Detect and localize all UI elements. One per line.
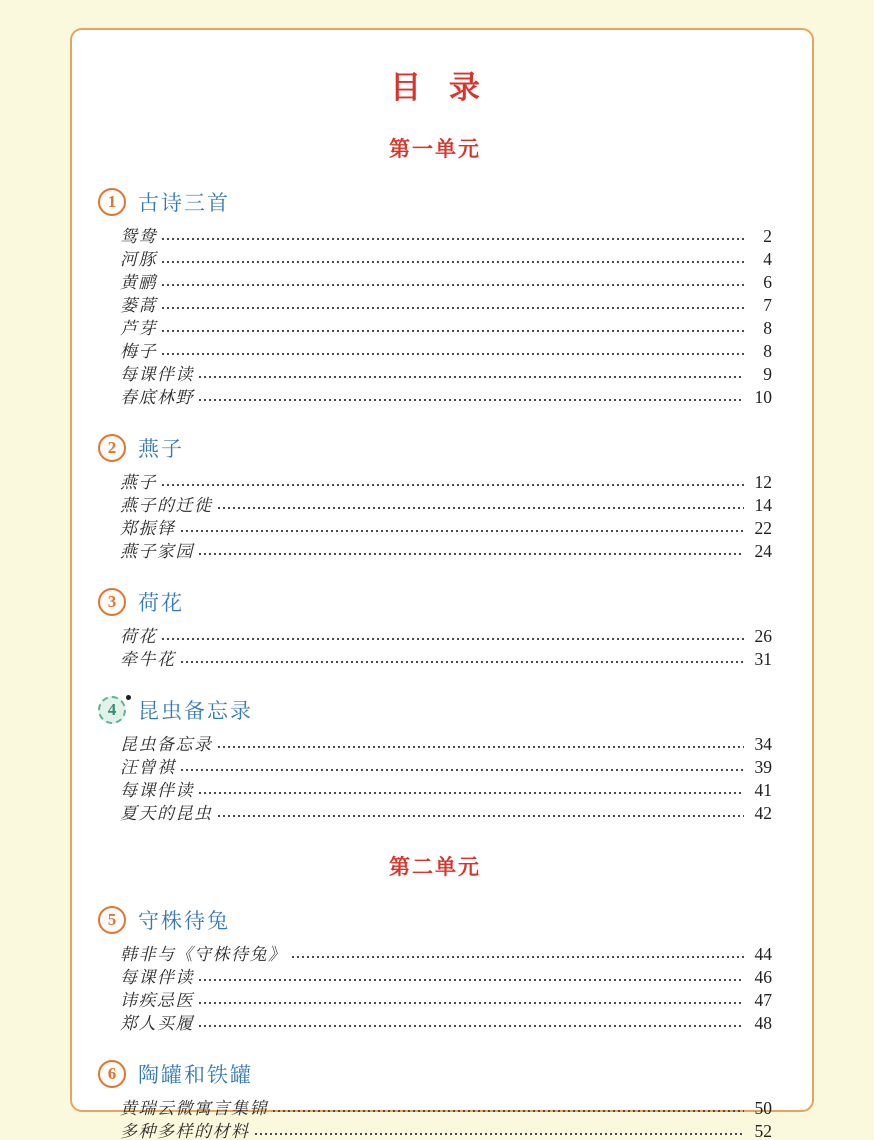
dotted-leader bbox=[218, 746, 745, 748]
page-number: 47 bbox=[754, 990, 772, 1010]
entry-list bbox=[120, 625, 772, 671]
toc-entry bbox=[120, 1097, 772, 1120]
dotted-leader bbox=[181, 769, 745, 771]
toc-entry bbox=[120, 494, 772, 517]
unit-heading-2: 第二单元 bbox=[389, 855, 481, 879]
toc-entry bbox=[120, 1120, 772, 1140]
toc-entry bbox=[120, 648, 772, 671]
entry-label: 每课伴读 bbox=[120, 968, 194, 987]
dotted-leader bbox=[199, 792, 744, 794]
page-number: 41 bbox=[754, 780, 772, 800]
section-4 bbox=[98, 695, 772, 825]
dotted-leader bbox=[199, 376, 744, 378]
dotted-leader bbox=[199, 399, 744, 401]
dotted-leader bbox=[199, 1025, 744, 1027]
toc-entry bbox=[120, 733, 772, 756]
page-number: 31 bbox=[754, 649, 772, 669]
entry-label: 鸳鸯 bbox=[120, 227, 157, 246]
page-number: 44 bbox=[754, 944, 772, 964]
entry-label: 黄瑞云微寓言集锦 bbox=[120, 1099, 268, 1118]
dotted-leader bbox=[162, 638, 744, 640]
dotted-leader bbox=[162, 484, 744, 486]
page-number: 46 bbox=[754, 967, 772, 987]
entry-label: 多种多样的材料 bbox=[120, 1122, 250, 1140]
section-6 bbox=[98, 1059, 772, 1140]
entry-label: 燕子的迁徙 bbox=[120, 496, 213, 515]
lesson-number-badge: 1 bbox=[98, 188, 126, 216]
entry-list bbox=[120, 225, 772, 409]
entry-list bbox=[120, 1097, 772, 1140]
dotted-leader bbox=[162, 238, 744, 240]
lesson-title: 荷花 bbox=[138, 591, 184, 615]
toc-entry bbox=[120, 540, 772, 563]
page-title: 目 录 bbox=[390, 70, 490, 105]
lesson-number-badge: 3 bbox=[98, 588, 126, 616]
lesson-number-badge: 5 bbox=[98, 906, 126, 934]
toc-entry bbox=[120, 340, 772, 363]
dotted-leader bbox=[199, 979, 744, 981]
toc-entry bbox=[120, 517, 772, 540]
toc-entry bbox=[120, 625, 772, 648]
entry-label: 汪曾祺 bbox=[120, 758, 176, 777]
page-number: 26 bbox=[754, 626, 772, 646]
dotted-leader bbox=[199, 553, 744, 555]
entry-label: 燕子 bbox=[120, 473, 157, 492]
dotted-leader bbox=[162, 330, 744, 332]
dotted-leader bbox=[199, 1002, 744, 1004]
page-number: 8 bbox=[763, 318, 772, 338]
toc-entry bbox=[120, 943, 772, 966]
dotted-leader bbox=[162, 284, 744, 286]
lesson-title: 古诗三首 bbox=[138, 191, 230, 215]
entry-label: 牵牛花 bbox=[120, 650, 176, 669]
entry-label: 梅子 bbox=[120, 342, 157, 361]
section-heading bbox=[98, 905, 772, 935]
dotted-leader bbox=[162, 261, 744, 263]
entry-label: 河豚 bbox=[120, 250, 157, 269]
toc-entry bbox=[120, 471, 772, 494]
toc-entry bbox=[120, 248, 772, 271]
dotted-leader bbox=[162, 307, 744, 309]
entry-label: 讳疾忌医 bbox=[120, 991, 194, 1010]
entry-label: 燕子家园 bbox=[120, 542, 194, 561]
page-number: 8 bbox=[763, 341, 772, 361]
entry-label: 郑振铎 bbox=[120, 519, 176, 538]
entry-label: 郑人买履 bbox=[120, 1014, 194, 1033]
page-number: 12 bbox=[754, 472, 772, 492]
entry-label: 芦芽 bbox=[120, 319, 157, 338]
dotted-leader bbox=[218, 815, 745, 817]
entry-label: 每课伴读 bbox=[120, 365, 194, 384]
page-number: 48 bbox=[754, 1013, 772, 1033]
lesson-title: 昆虫备忘录 bbox=[138, 699, 253, 723]
dotted-leader bbox=[162, 353, 744, 355]
section-5 bbox=[98, 905, 772, 1035]
toc-entry bbox=[120, 225, 772, 248]
toc-entry bbox=[120, 802, 772, 825]
entry-label: 黄鹂 bbox=[120, 273, 157, 292]
page-number: 6 bbox=[763, 272, 772, 292]
toc-entry bbox=[120, 966, 772, 989]
page-number: 9 bbox=[763, 364, 772, 384]
page-number: 10 bbox=[754, 387, 772, 407]
toc-entry bbox=[120, 386, 772, 409]
dotted-leader bbox=[292, 956, 745, 958]
entry-label: 蒌蒿 bbox=[120, 296, 157, 315]
unit-heading-1: 第一单元 bbox=[389, 137, 481, 161]
page-number: 22 bbox=[754, 518, 772, 538]
toc-entry bbox=[120, 317, 772, 340]
toc-entry bbox=[120, 294, 772, 317]
page-number: 4 bbox=[763, 249, 772, 269]
entry-label: 昆虫备忘录 bbox=[120, 735, 213, 754]
entry-label: 荷花 bbox=[120, 627, 157, 646]
lesson-title: 燕子 bbox=[138, 437, 184, 461]
page-number: 7 bbox=[763, 295, 772, 315]
entry-label: 春底林野 bbox=[120, 388, 194, 407]
lesson-title: 守株待兔 bbox=[138, 909, 230, 933]
section-3 bbox=[98, 587, 772, 671]
page-number: 34 bbox=[754, 734, 772, 754]
page-number: 52 bbox=[754, 1121, 772, 1140]
toc-entry bbox=[120, 756, 772, 779]
page-number: 50 bbox=[754, 1098, 772, 1118]
lesson-number-badge: 4 bbox=[98, 696, 126, 724]
section-heading bbox=[98, 587, 772, 617]
dotted-leader bbox=[218, 507, 745, 509]
entry-list bbox=[120, 733, 772, 825]
section-heading bbox=[98, 695, 772, 725]
lesson-number-badge: 6 bbox=[98, 1060, 126, 1088]
toc-content bbox=[98, 133, 772, 1140]
page-number: 42 bbox=[754, 803, 772, 823]
toc-entry bbox=[120, 363, 772, 386]
entry-label: 每课伴读 bbox=[120, 781, 194, 800]
lesson-title: 陶罐和铁罐 bbox=[138, 1063, 253, 1087]
section-heading bbox=[98, 433, 772, 463]
dotted-leader bbox=[181, 530, 745, 532]
page-number: 39 bbox=[754, 757, 772, 777]
lesson-number-badge: 2 bbox=[98, 434, 126, 462]
page-number: 14 bbox=[754, 495, 772, 515]
entry-list bbox=[120, 471, 772, 563]
entry-list bbox=[120, 943, 772, 1035]
section-heading bbox=[98, 187, 772, 217]
toc-entry bbox=[120, 1012, 772, 1035]
entry-label: 夏天的昆虫 bbox=[120, 804, 213, 823]
section-2 bbox=[98, 433, 772, 563]
ink-dot-mark bbox=[126, 695, 131, 700]
page-number: 24 bbox=[754, 541, 772, 561]
toc-entry bbox=[120, 271, 772, 294]
page-number: 2 bbox=[763, 226, 772, 246]
toc-entry bbox=[120, 989, 772, 1012]
section-heading bbox=[98, 1059, 772, 1089]
section-1 bbox=[98, 187, 772, 409]
dotted-leader bbox=[181, 661, 745, 663]
toc-entry bbox=[120, 779, 772, 802]
entry-label: 韩非与《守株待兔》 bbox=[120, 945, 287, 964]
toc-page-card bbox=[70, 28, 814, 1140]
dotted-leader bbox=[255, 1133, 745, 1135]
dotted-leader bbox=[273, 1110, 744, 1112]
